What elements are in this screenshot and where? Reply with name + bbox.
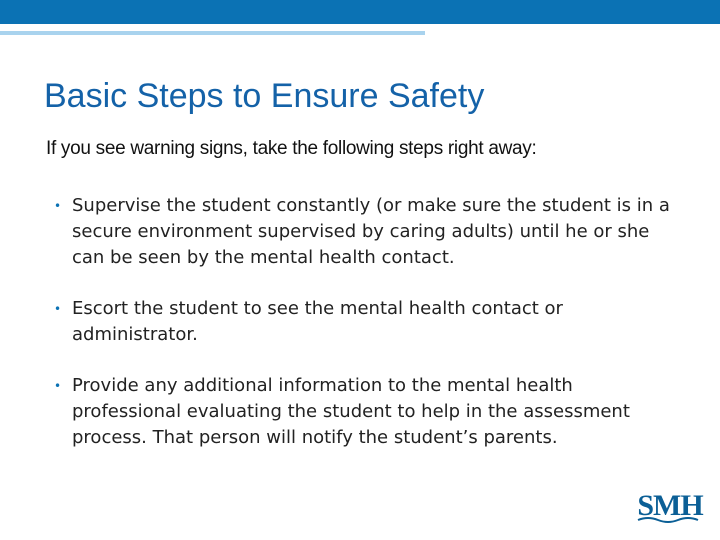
bullet-text: Provide any additional information to the mental health professional evaluating the student to help in the assessment process. That person will notify the student’s parents. [72,375,630,448]
smh-logo [636,488,704,524]
list-item [54,193,684,271]
bullet-marker: • [54,199,62,213]
header-accent-bar [0,31,425,35]
list-item [54,296,684,348]
slide-title: Basic Steps to Ensure Safety [44,77,485,115]
list-item [54,373,684,451]
logo-text: SMH [637,489,703,522]
bullet-marker: • [54,302,62,316]
header-bar [0,0,720,24]
bullet-marker: • [54,379,62,393]
bullet-text: Supervise the student constantly (or make sure the student is in a secure environment supervised by caring adults) until he or she can be seen by the mental health contact. [72,195,670,268]
bullet-list [54,193,684,476]
slide-subtitle: If you see warning signs, take the following steps right away: [46,138,537,159]
bullet-text: Escort the student to see the mental health contact or administrator. [72,298,563,345]
